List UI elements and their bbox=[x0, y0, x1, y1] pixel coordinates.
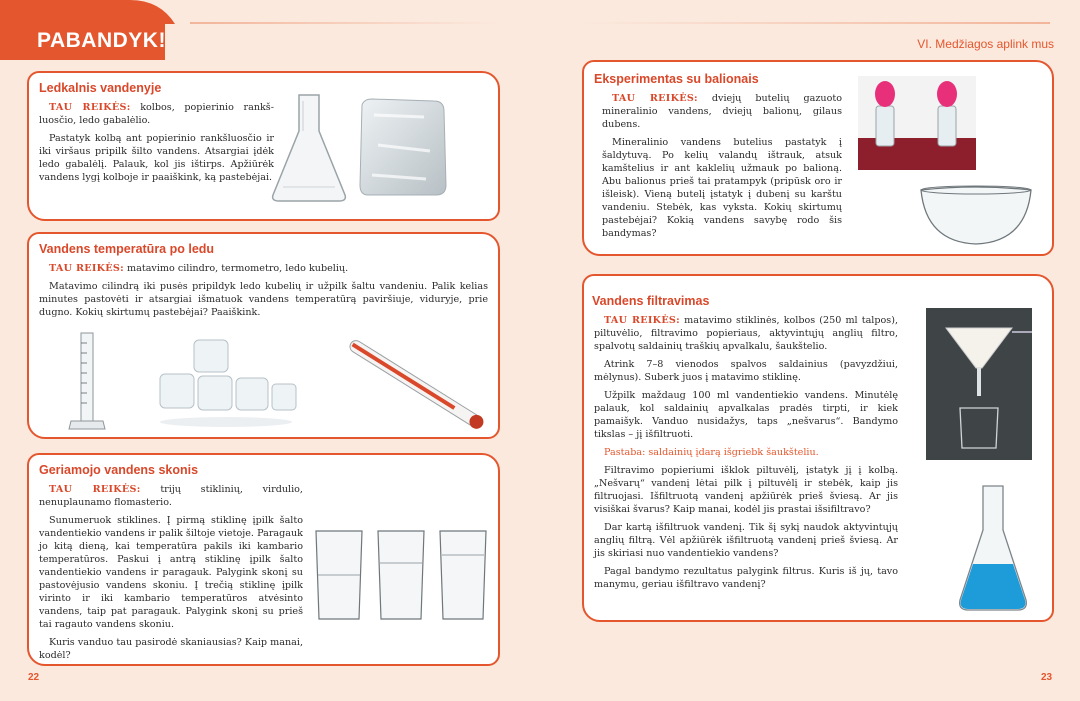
requirements: TAU REIKĖS: matavimo stiklinės, kolbos (250 ml talpos), piltuvėlio, filtravimo popieriaus, aktyvintųjų anglių filtro, spalvotų saldainių traškių apvalkalu, šaukštelio. bbox=[594, 315, 898, 352]
page-number-right: 23 bbox=[1041, 672, 1053, 683]
thermometer-image bbox=[329, 329, 499, 439]
experiment-title: Vandens temperatūra po ledu bbox=[39, 242, 215, 256]
chapter-title: VI. Medžiagos aplink mus bbox=[917, 37, 1054, 51]
experiment-temperature-box bbox=[27, 232, 500, 439]
instructions: Sunumeruok stiklines. Į pirmą stiklinę įpilk šalto vandentiekio vandens ir palik šiltoje vietoje. Paragauk jo kitą dieną, kai temperatūra pakils iki kambario temperatūros. Paskui į antrą stiklinę įpilk šalto vandentiekio vandens ir paragauk. Palygink skonį su pastovėjusio vandens skoniu. Į trečią stiklinę įpilk virinto ir iki kambario temperatūros atvėsinto vandens, taip pat paragauk. Palygink skonį su prieš tai ragauto vandens skoniu. bbox=[39, 515, 303, 630]
filter-funnel-image bbox=[926, 308, 1032, 460]
experiment-filter-box bbox=[582, 274, 1054, 622]
header-rule-right bbox=[580, 22, 1050, 24]
flask-image bbox=[269, 91, 349, 203]
header-rule-left bbox=[190, 22, 500, 24]
blue-flask-image bbox=[956, 482, 1030, 614]
requirements: TAU REIKĖS: matavimo cilindro, termometro, ledo kubelių. bbox=[49, 263, 349, 274]
experiment-title: Ledkalnis vandenyje bbox=[39, 81, 162, 95]
instructions-3: Filtravimo popieriumi išklok piltuvėlį, įstatyk jį į kolbą. „Nešvarų“ vandenį lėtai pilk į piltuvėlį ir stebėk, kaip jis filtruojasi. Išfiltruotą vandenį apžiūrėk prieš šviesą. Ar jis visiškai švarus? Kaip manai, kodėl jis prastai išsifiltravo? bbox=[594, 465, 898, 515]
three-glasses-image bbox=[312, 527, 492, 627]
instructions: Matavimo cilindrą iki pusės pripildyk ledo kubelių ir užpilk šaltu vandeniu. Palik kelias minutes pastovėti ir atsargiai išmatuok vandens temperatūrą paviršiuje, viduryje, prie dugno. Kokių skirtumų pastebėjai? Paaiškink. bbox=[39, 281, 488, 318]
instructions-5: Pagal bandymo rezultatus palygink filtrus. Kuris iš jų, tavo manymu, geriau išfiltravo vandenį? bbox=[594, 566, 898, 590]
requirements: TAU REIKĖS: trijų stiklinių, virdulio, nenuplaunamo flomasterio. bbox=[39, 484, 303, 508]
instructions-2: Užpilk maždaug 100 ml vandentiekio vandens. Minutėlę palauk, kol saldainių apvalkalas pradės tirpti, ir kiek pamaišyk. Vanduo nusidažys, taps „nešvarus“. Bandymo tikslas – jį išfiltruoti. bbox=[594, 390, 898, 440]
experiment-title: Vandens filtravimas bbox=[592, 294, 710, 308]
requirements: TAU REIKĖS: kolbos, popierinio rankšluosčio, ledo gabalėlio. bbox=[39, 102, 274, 126]
note: Pastaba: saldainių įdarą išgriebk šaukšteliu. bbox=[604, 447, 819, 458]
experiment-taste-box bbox=[27, 453, 500, 666]
instructions: Pastatyk kolbą ant popierinio rankšluosčio ir iki viršaus pripilk šilto vandens. Atsargiai įdėk ledo gabalėlį. Palauk, kol jis ištirps. Apžiūrėk vandens lygį kolboje ir paaiškink, ką pastebėjai. bbox=[39, 133, 274, 183]
header-tab-curve bbox=[0, 0, 190, 24]
experiment-balloons-box bbox=[582, 60, 1054, 256]
bottles-with-balloons-image bbox=[858, 76, 976, 170]
instructions-4: Dar kartą išfiltruok vandenį. Tik šį sykį naudok aktyvintųjų anglių filtrą. Vėl apžiūrėk išfiltruotą vandenį prieš šviesą. Ar jis skiriasi nuo vandentiekio vandens? bbox=[594, 522, 898, 559]
experiment-ice-box bbox=[27, 71, 500, 221]
instructions-1: Atrink 7–8 vienodos spalvos saldainius (pavyzdžiui, mėlynus). Suberk juos į matavimo stiklinę. bbox=[594, 359, 898, 383]
requirements: TAU REIKĖS: dviejų butelių gazuoto mineralinio vandens, dviejų balionų, gilaus dubens. bbox=[602, 93, 842, 130]
experiment-title: Geriamojo vandens skonis bbox=[39, 463, 199, 477]
experiment-title: Eksperimentas su balionais bbox=[594, 72, 759, 86]
section-badge: PABANDYK! bbox=[27, 22, 163, 60]
ice-block-image bbox=[354, 95, 450, 200]
page-number-left: 22 bbox=[28, 672, 40, 683]
question: Kuris vanduo tau pasirodė skaniausias? Kaip manai, kodėl? bbox=[39, 637, 303, 661]
glass-bowl-image bbox=[918, 184, 1034, 248]
ice-cubes-image bbox=[154, 334, 299, 429]
measuring-cylinder-image bbox=[67, 329, 107, 433]
instructions: Mineralinio vandens butelius pastatyk į šaldytuvą. Po kelių valandų ištrauk, atsuk kamštelius ir ant kaklelių užmauk po balioną. Abu balionus prieš tai pratampyk (pripūsk oro ir išleisk). Vieną butelį įstatyk į dubenį su karštu vandeniu. Stebėk, kas vyksta. Kokių skirtumų pastebėjai? Kokią vandens savybę rodo šis bandymas? bbox=[602, 137, 842, 239]
